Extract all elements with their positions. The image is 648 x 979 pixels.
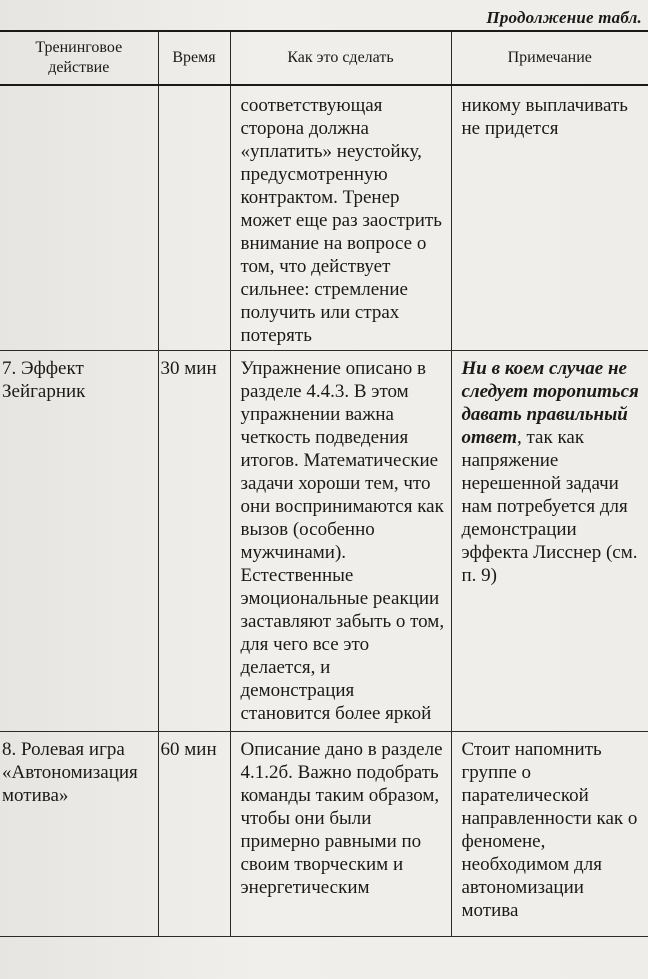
cell-how — [230, 85, 451, 351]
cell-time — [158, 85, 230, 351]
training-table — [0, 30, 648, 937]
how-text: Упражнение описано в разделе 4.4.3. В этом упражнении важна четкость подведения итогов. Математические задачи хороши тем, что они воспринимаются как вызов (особенно мужчинами). Естественные эмоциональные реакции заставляют забыть о том, для чего все это делается, и демонстрация становится более яркой — [240, 358, 445, 724]
continued-label: Продолжение табл. — [486, 8, 642, 27]
cell-time — [158, 732, 230, 937]
cell-how — [230, 351, 451, 732]
cell-action — [0, 85, 158, 351]
table-row — [0, 351, 648, 732]
note-text: никому выплачивать не придется — [461, 95, 628, 139]
how-text: Описание дано в разделе 4.1.2б. Важно подобрать команды таким образом, чтобы они были примерно равными по своим творческим и энергетическим — [240, 739, 443, 898]
table-row — [0, 732, 648, 937]
how-text: соответствующая сторона должна «уплатить» неустойку, предусмотренную контрактом. Тренер может еще раз заострить внимание на вопросе о том, что действует сильнее: стремление получить или страх потерять — [240, 95, 442, 346]
cell-note — [451, 732, 648, 937]
table-row — [0, 85, 648, 351]
time-text: 60 мин — [160, 739, 217, 760]
header-time: Время — [158, 31, 230, 85]
action-text: 8. Ролевая игра «Автономизация мотива» — [2, 739, 138, 806]
cell-time — [158, 351, 230, 732]
action-text: 7. Эффект Зейгарник — [2, 358, 86, 402]
note-text — [452, 351, 648, 587]
header-note: Примечание — [451, 31, 648, 85]
time-text: 30 мин — [160, 358, 217, 379]
header-how: Как это сделать — [230, 31, 451, 85]
note-text: Стоит напомнить группе о парателической направленности как о феномене, необходимом для автономизации мотива — [461, 739, 638, 921]
note-emphasis: Ни в коем случае не следует торопиться давать правильный ответ — [461, 358, 639, 448]
cell-action — [0, 351, 158, 732]
header-action: Тренинговое действие — [0, 31, 158, 85]
cell-action — [0, 732, 158, 937]
cell-note — [451, 85, 648, 351]
cell-note — [451, 351, 648, 732]
note-rest: , так как напряжение нерешенной задачи нам потребуется для демонстрации эффекта Лисснер (см. п. 9) — [461, 427, 638, 586]
cell-how — [230, 732, 451, 937]
table-header-row — [0, 31, 648, 85]
